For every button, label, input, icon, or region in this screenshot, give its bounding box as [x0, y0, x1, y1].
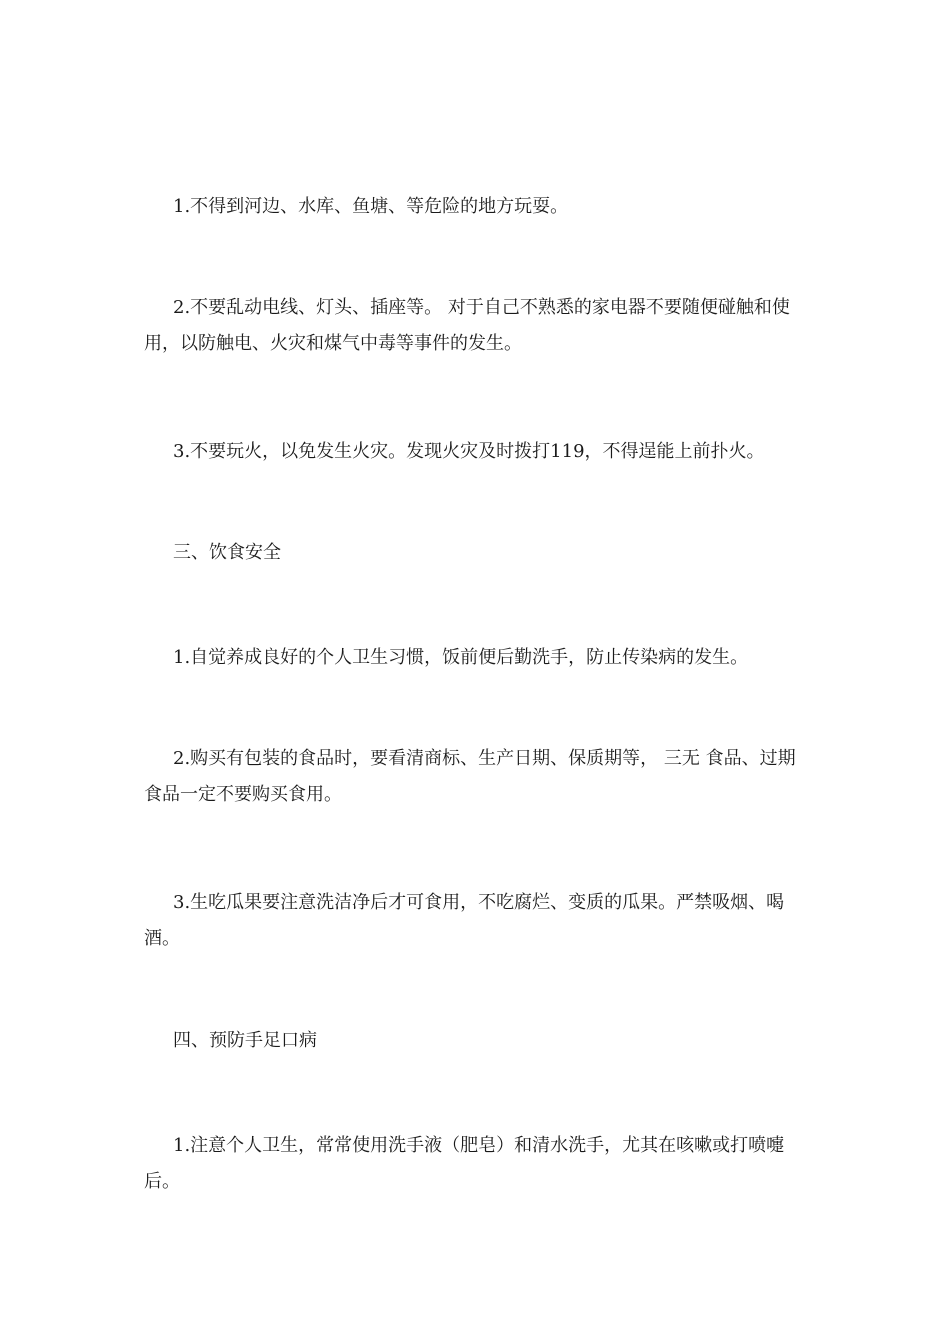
safety-rule-fire: 3.不要玩火，以免发生火灾。发现火灾及时拨打119，不得逞能上前扑火。 — [173, 441, 765, 462]
hfmd-rule-handwashing: 1.注意个人卫生，常常使用洗手液（肥皂）和清水洗手，尤其在咳嗽或打喷嚏后。 — [144, 1135, 785, 1192]
safety-rule-water: 1.不得到河边、水库、鱼塘、等危险的地方玩耍。 — [173, 196, 569, 217]
food-rule-hygiene: 1.自觉养成良好的个人卫生习惯，饭前便后勤洗手，防止传染病的发生。 — [173, 647, 749, 668]
section-heading-food-safety: 三、饮食安全 — [173, 542, 281, 563]
food-rule-packaged-food: 2.购买有包装的食品时，要看清商标、生产日期、保质期等， 三无 食品、过期食品一定不要购买食用。 — [144, 748, 796, 805]
section-heading-hfmd-prevention: 四、预防手足口病 — [173, 1030, 317, 1051]
food-rule-fruit: 3.生吃瓜果要注意洗洁净后才可食用，不吃腐烂、变质的瓜果。严禁吸烟、喝酒。 — [144, 892, 785, 949]
safety-rule-electricity: 2.不要乱动电线、灯头、插座等。 对于自己不熟悉的家电器不要随便碰触和使用，以防触电、火灾和煤气中毒等事件的发生。 — [144, 297, 790, 354]
